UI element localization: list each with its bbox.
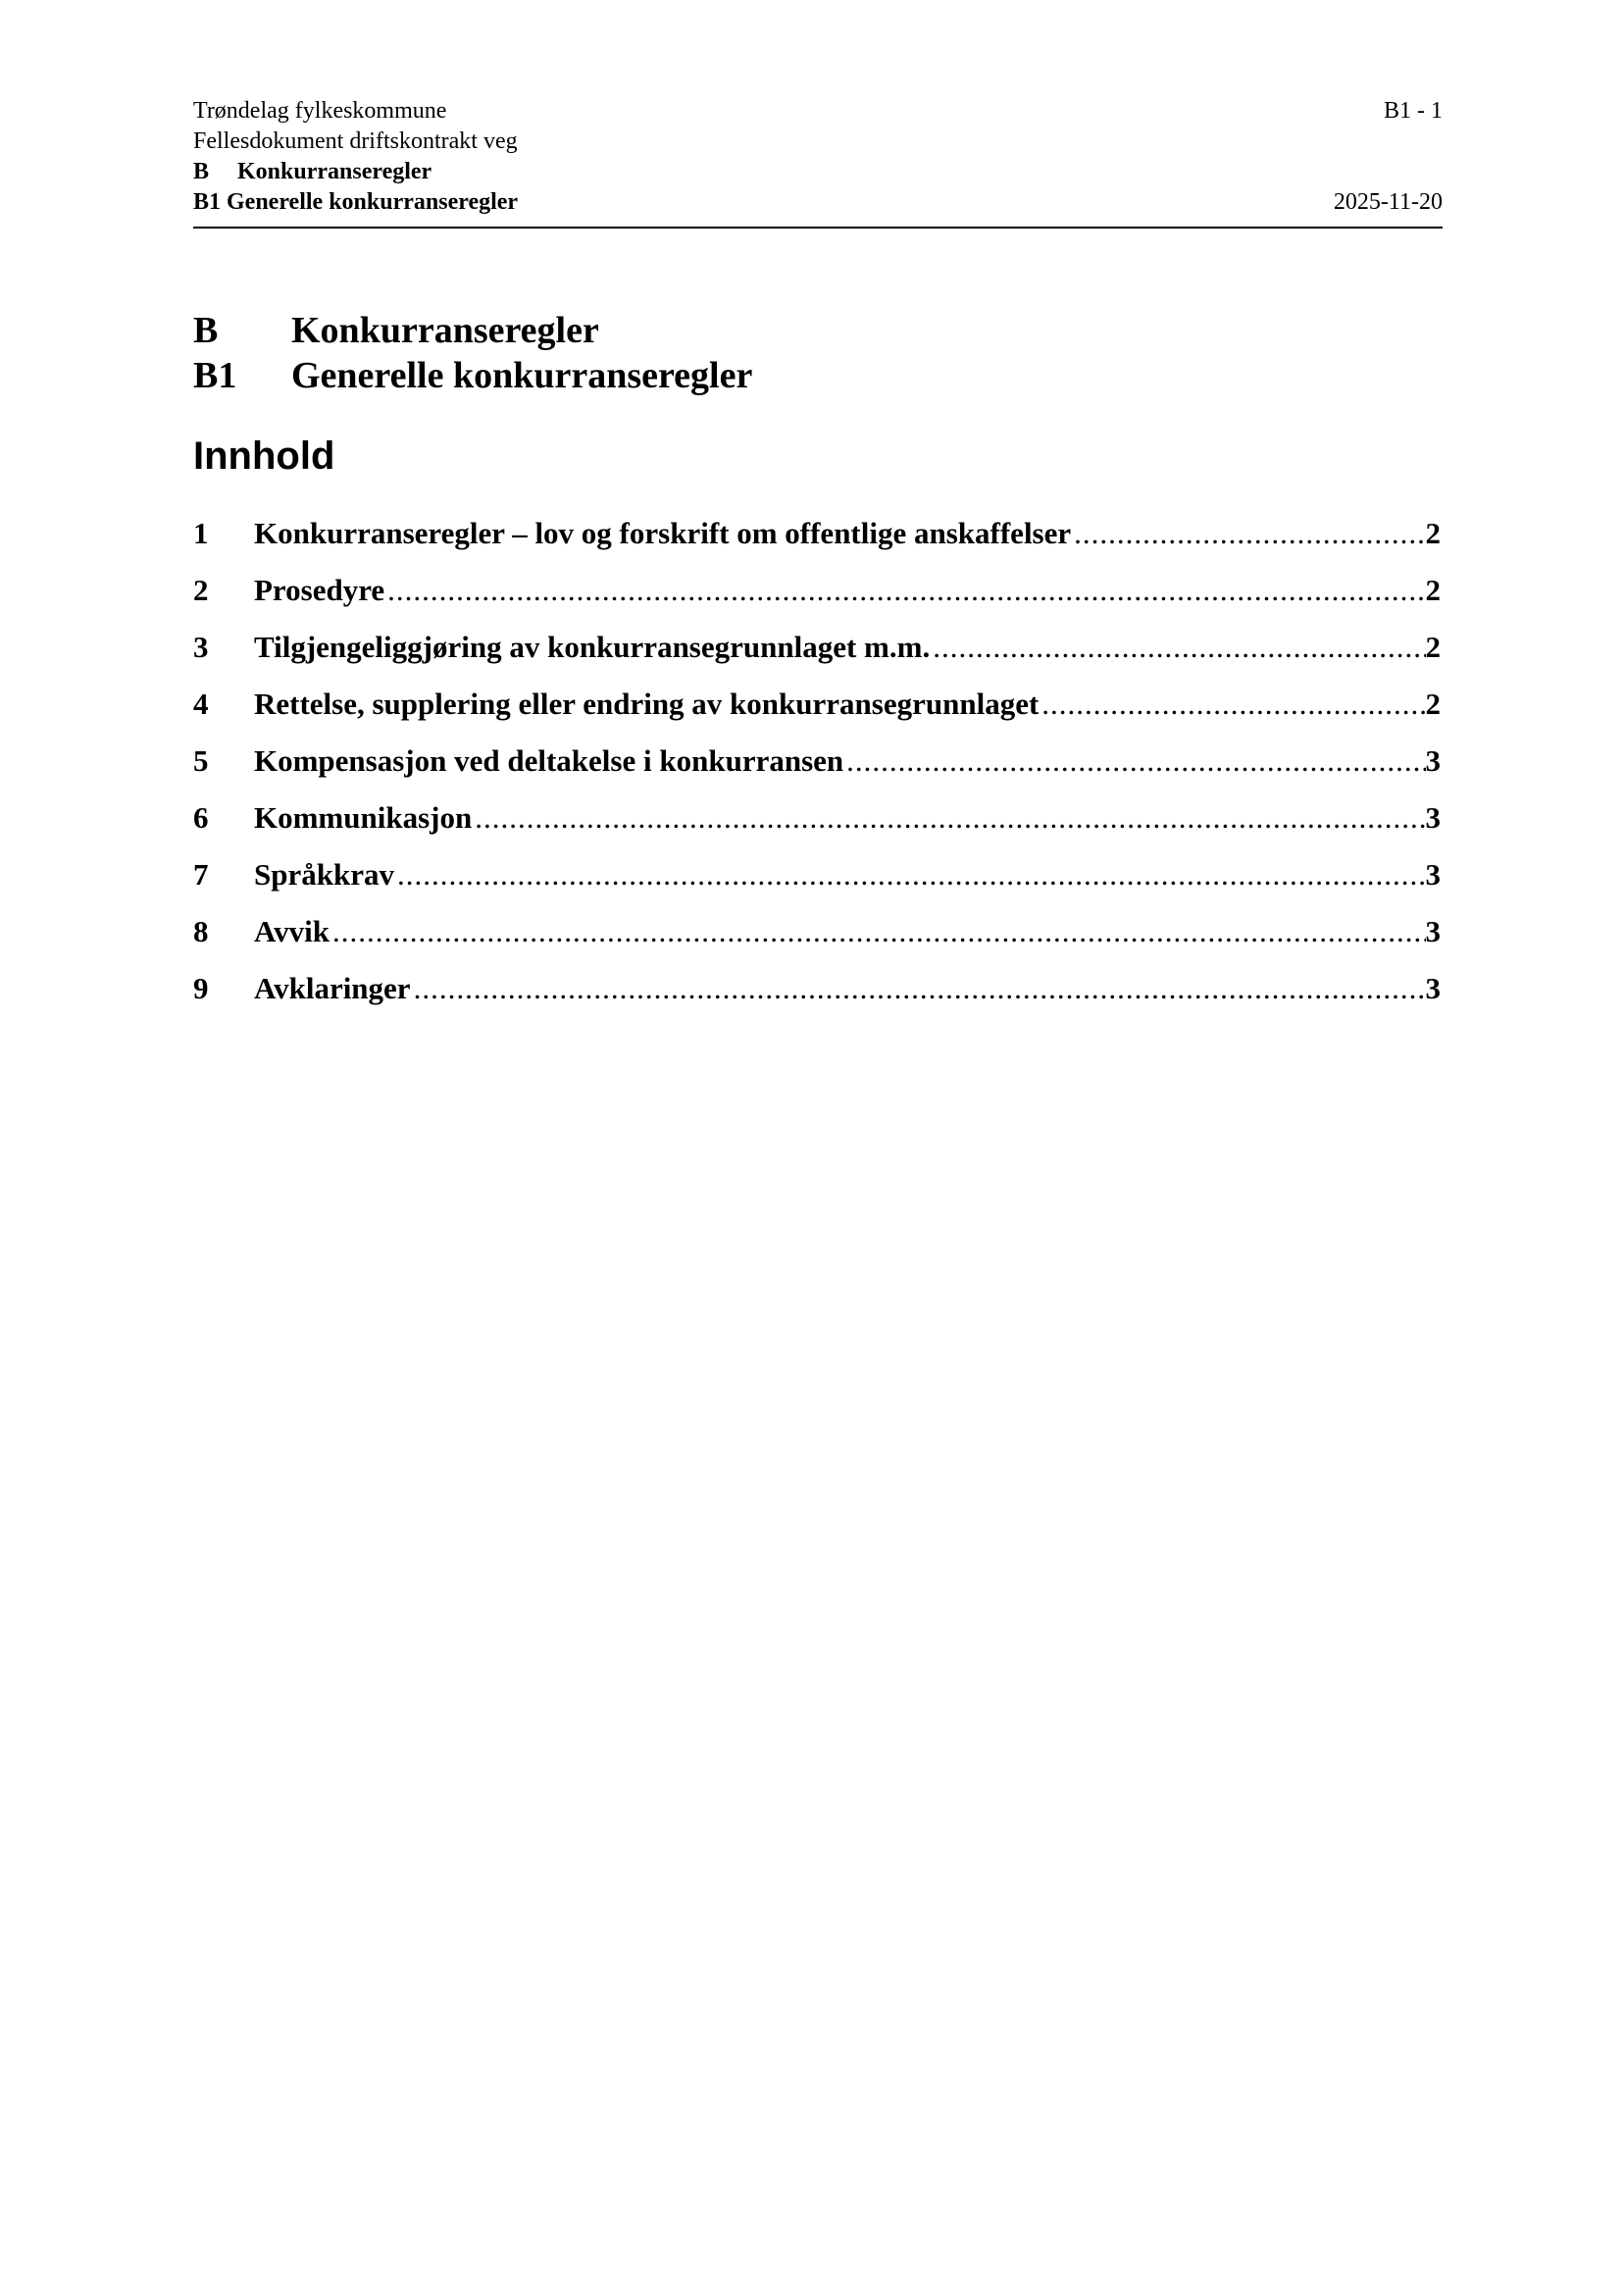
toc-entry-2[interactable]	[193, 573, 1441, 630]
header-row-organization	[193, 96, 1443, 127]
toc-entry-title: Kommunikasjon	[254, 800, 473, 835]
toc-title: Innhold	[193, 434, 335, 478]
header-chapter: B1 Generelle konkurranseregler	[193, 189, 519, 215]
toc-entry-number: 3	[193, 630, 209, 664]
toc-entry-page: 3	[1425, 800, 1441, 835]
toc-dot-leader	[1071, 516, 1425, 551]
chapter-heading-code: B1	[193, 355, 237, 396]
toc-entry-title: Språkkrav	[254, 857, 394, 892]
toc-entry-title: Avklaringer	[254, 971, 411, 1005]
toc-entry-9[interactable]	[193, 971, 1441, 1028]
toc-entry-page: 3	[1425, 743, 1441, 778]
toc-entry-number: 1	[193, 516, 209, 550]
toc-entry-title: Prosedyre	[254, 573, 385, 607]
toc-entry-number: 9	[193, 971, 209, 1005]
header-row-part	[193, 157, 1443, 187]
toc-entry-3[interactable]	[193, 630, 1441, 687]
toc-dot-leader	[330, 914, 1426, 949]
part-heading-title: Konkurranseregler	[291, 310, 599, 351]
toc-entry-page: 3	[1425, 971, 1441, 1005]
header-part-title: Konkurranseregler	[237, 159, 432, 184]
header-page-ref: B1 - 1	[1384, 98, 1443, 124]
toc-entry-page: 2	[1425, 687, 1441, 721]
toc-dot-leader	[411, 971, 1426, 1006]
toc-entry-title: Kompensasjon ved deltakelse i konkurransen	[254, 743, 844, 778]
toc-dot-leader	[930, 630, 1425, 665]
toc-entry-page: 2	[1425, 516, 1441, 550]
toc-entry-page: 2	[1425, 573, 1441, 607]
part-heading	[193, 308, 752, 353]
toc-entry-page: 2	[1425, 630, 1441, 664]
toc-entry-number: 7	[193, 857, 209, 892]
header-organization: Trøndelag fylkeskommune	[193, 98, 447, 124]
toc-dot-leader	[472, 800, 1425, 836]
toc-entry-6[interactable]	[193, 800, 1441, 857]
toc-dot-leader	[843, 743, 1425, 779]
document-headings	[193, 308, 752, 398]
header-part	[193, 157, 431, 187]
toc-entry-page: 3	[1425, 914, 1441, 948]
toc-entry-number: 8	[193, 914, 209, 948]
toc-entry-7[interactable]	[193, 857, 1441, 914]
header-part-code: B	[193, 159, 210, 184]
part-heading-code: B	[193, 310, 219, 351]
chapter-heading	[193, 353, 752, 398]
table-of-contents	[193, 516, 1441, 1028]
header-document: Fellesdokument driftskontrakt veg	[193, 128, 518, 154]
toc-entry-number: 2	[193, 573, 209, 607]
header-row-document	[193, 127, 1443, 157]
toc-dot-leader	[1039, 687, 1425, 722]
toc-entry-4[interactable]	[193, 687, 1441, 743]
page-header	[193, 96, 1443, 229]
chapter-heading-title: Generelle konkurranseregler	[291, 355, 753, 396]
toc-entry-number: 6	[193, 800, 209, 835]
toc-dot-leader	[384, 573, 1425, 608]
toc-entry-title: Avvik	[254, 914, 330, 948]
toc-entry-title: Konkurranseregler – lov og forskrift om offentlige anskaffelser	[254, 516, 1072, 550]
toc-entry-title: Rettelse, supplering eller endring av konkurransegrunnlaget	[254, 687, 1040, 721]
toc-entry-number: 5	[193, 743, 209, 778]
toc-entry-1[interactable]	[193, 516, 1441, 573]
header-date: 2025-11-20	[1333, 189, 1443, 215]
toc-entry-title: Tilgjengeliggjøring av konkurransegrunnlaget m.m.	[254, 630, 931, 664]
toc-dot-leader	[394, 857, 1426, 893]
toc-entry-5[interactable]	[193, 743, 1441, 800]
toc-entry-page: 3	[1425, 857, 1441, 892]
header-row-chapter	[193, 187, 1443, 218]
toc-entry-8[interactable]	[193, 914, 1441, 971]
toc-entry-number: 4	[193, 687, 209, 721]
